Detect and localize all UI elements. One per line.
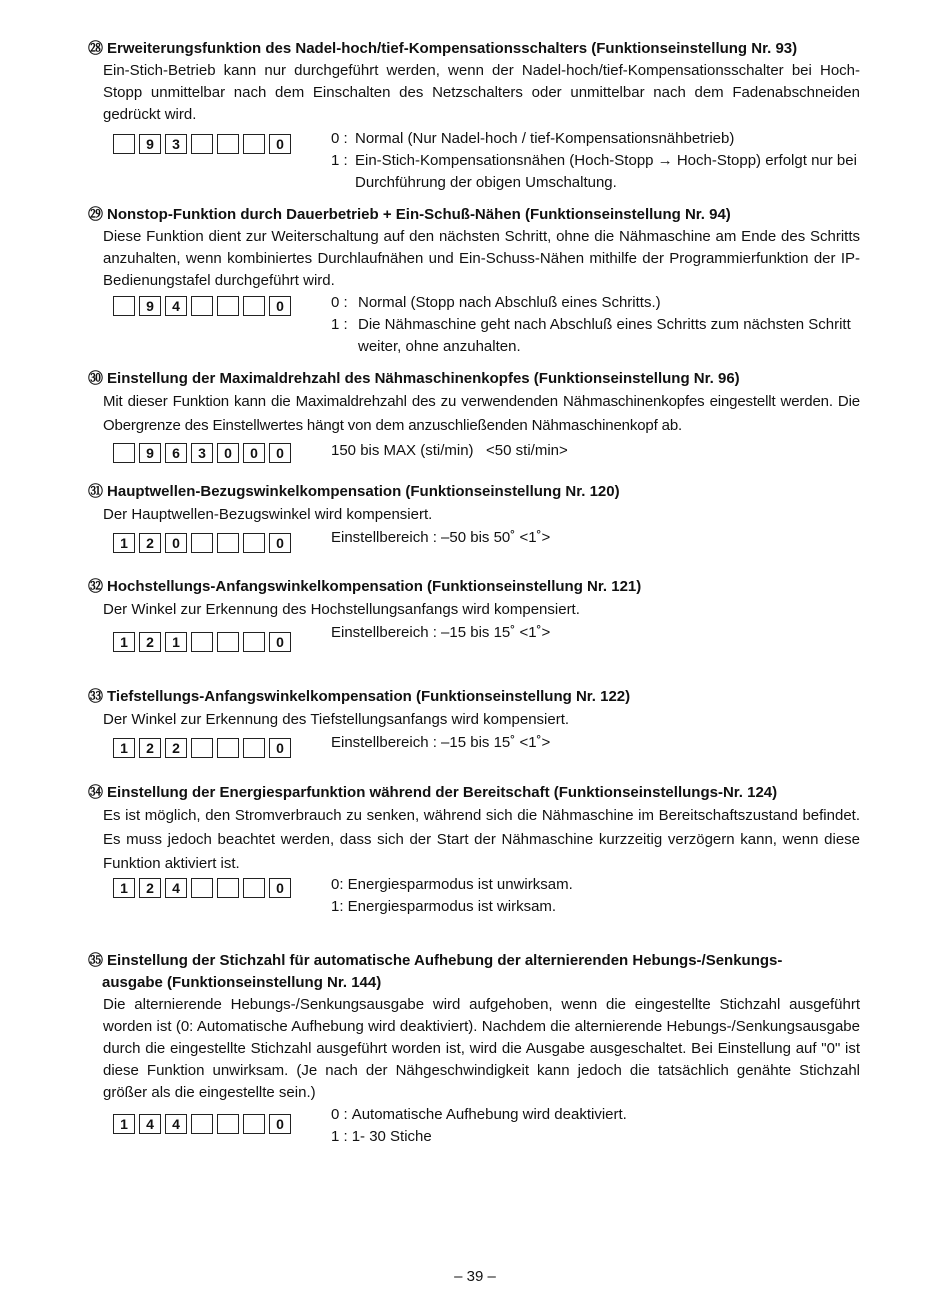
setting-box: 3 [191,443,213,463]
section-title: Einstellung der Energiesparfunktion während der Bereitschaft (Funktionseinstellungs-Nr. 124) [107,784,778,801]
section-heading [88,576,860,598]
setting-box [191,738,213,758]
setting-box: 1 [113,878,135,898]
setting-options [331,1104,861,1148]
section-function-122 [88,686,860,760]
setting-boxes [113,1114,295,1134]
section-heading [88,38,860,60]
setting-boxes [113,533,295,553]
setting-box [217,1114,239,1134]
setting-box [113,443,135,463]
section-body: Der Winkel zur Erkennung des Tiefstellungsanfangs wird kompensiert. [103,711,570,728]
setting-box: 9 [139,296,161,316]
setting-box: 0 [269,296,291,316]
setting-box [191,296,213,316]
setting-box: 0 [269,443,291,463]
setting-box: 6 [165,443,187,463]
setting-box [191,878,213,898]
setting-box [191,533,213,553]
setting-row [113,292,860,355]
option-item: 1: Energiesparmodus ist wirksam. [331,898,557,915]
setting-row [113,128,860,191]
setting-box: 0 [269,878,291,898]
setting-box: 0 [243,443,265,463]
setting-boxes [113,632,295,652]
section-body: Der Hauptwellen-Bezugswinkel wird kompensiert. [103,506,433,523]
setting-box: 3 [165,134,187,154]
section-function-144 [88,950,860,1154]
section-function-121 [88,576,860,650]
setting-options [331,440,861,462]
setting-box: 9 [139,443,161,463]
setting-row [113,1104,860,1154]
setting-row [113,438,860,466]
setting-box: 1 [113,632,135,652]
setting-box: 0 [269,1114,291,1134]
section-title: Tiefstellungs-Anfangswinkelkompensation (Funktionseinstellung Nr. 122) [107,688,631,705]
setting-options [331,732,861,754]
section-function-94 [88,204,860,355]
setting-box [191,632,213,652]
setting-box: 0 [269,738,291,758]
setting-box: 1 [113,738,135,758]
section-number: ㉟ [88,952,104,969]
setting-box: 4 [139,1114,161,1134]
section-title: Hochstellungs-Anfangswinkelkompensation (Funktionseinstellung Nr. 121) [107,578,642,595]
setting-box [191,134,213,154]
section-heading [88,782,860,804]
section-title: Erweiterungsfunktion des Nadel-hoch/tief-Kompensationsschalters (Funktionseinstellung Nr. 93) [107,40,798,57]
page-number: – 39 – [454,1268,496,1285]
setting-box: 2 [139,632,161,652]
setting-box [243,632,265,652]
option-item: 1 : Ein-Stich-Kompensationsnähen (Hoch-Stopp → Hoch-Stopp) erfolgt nur bei Durchführung der obigen Umschaltung. [331,152,857,191]
option-item: 0 : Automatische Aufhebung wird deaktiviert. [331,1106,627,1123]
setting-box [113,296,135,316]
setting-box: 0 [217,443,239,463]
setting-box [191,1114,213,1134]
setting-boxes [113,738,295,758]
setting-box [243,878,265,898]
setting-options [331,527,861,549]
section-function-120 [88,481,860,555]
section-function-124 [88,782,860,928]
setting-box: 4 [165,878,187,898]
option-item: 150 bis MAX (sti/min) <50 sti/min> [331,442,568,459]
option-item: Einstellbereich : –15 bis 15˚ <1˚> [331,624,551,641]
section-heading [88,481,860,503]
section-number: ㉜ [88,578,104,595]
setting-box: 2 [139,878,161,898]
setting-row [113,527,860,555]
option-item: 0: Energiesparmodus ist unwirksam. [331,876,573,893]
option-item: Einstellbereich : –15 bis 15˚ <1˚> [331,734,551,751]
setting-box [217,134,239,154]
section-body: Es ist möglich, den Stromverbrauch zu senken, während sich die Nähmaschine im Bereitschaftszustand befindet. Es muss jedoch beachtet werden, dass sich der Start der Nähmaschine kurzzeitig verzögern kann, wenn diese Funktion aktiviert ist. [103,807,860,872]
option-item: 0 : Normal (Nur Nadel-hoch / tief-Kompensationsnähbetrieb) [331,130,735,147]
setting-row [113,878,860,928]
option-item: Einstellbereich : –50 bis 50˚ <1˚> [331,529,551,546]
section-body: Diese Funktion dient zur Weiterschaltung auf den nächsten Schritt, ohne die Nähmaschine am Ende des Schritts anzuhalten, wenn kombiniertes Durchlaufnähen und Ein-Schuss-Nähen mithilfe der Programmierfunktion der IP-Bedienungstafel durchgeführt wird. [103,228,860,289]
section-title: Einstellung der Stichzahl für automatische Aufhebung der alternierenden Hebungs-/Senkungs- [107,952,783,969]
setting-box: 2 [139,738,161,758]
section-heading [88,950,860,994]
setting-box: 2 [165,738,187,758]
section-body: Die alternierende Hebungs-/Senkungsausgabe wird aufgehoben, wenn die eingestellte Stichzahl ausgeführt worden ist (0: Automatische Aufhebung wird deaktiviert). Nachdem die alternierende Hebungs-/Senkungsausgabe durch die eingestellte Stichzahl ausgeführt worden ist, wird die Ausgabe ausgeschaltet. Bei Einstellung auf "0" ist diese Funktion unwirksam. (Je nach der Nähgeschwindigkeit kann jedoch die tatsächlich genähte Stichzahl größer als die eingestellte sein.) [103,996,860,1101]
setting-box [113,134,135,154]
setting-box [243,296,265,316]
setting-boxes [113,134,295,154]
setting-boxes [113,878,295,898]
setting-row [113,732,860,760]
setting-box: 0 [269,134,291,154]
setting-box [217,632,239,652]
setting-box [243,1114,265,1134]
setting-box: 4 [165,1114,187,1134]
setting-box: 1 [113,1114,135,1134]
setting-boxes [113,443,295,463]
section-heading [88,204,860,226]
section-function-93 [88,38,860,191]
section-title-continued: ausgabe (Funktionseinstellung Nr. 144) [102,974,382,991]
section-title: Nonstop-Funktion durch Dauerbetrieb + Ein-Schuß-Nähen (Funktionseinstellung Nr. 94) [107,206,731,223]
setting-box [217,738,239,758]
setting-options [331,292,861,358]
setting-box [243,738,265,758]
section-heading [88,368,860,390]
setting-box: 2 [139,533,161,553]
setting-options [331,128,861,194]
setting-boxes [113,296,295,316]
setting-box: 0 [269,632,291,652]
setting-box: 0 [165,533,187,553]
setting-box [243,134,265,154]
section-title: Hauptwellen-Bezugswinkelkompensation (Funktionseinstellung Nr. 120) [107,483,620,500]
setting-box: 9 [139,134,161,154]
option-item: 1 : Die Nähmaschine geht nach Abschluß eines Schritts zum nächsten Schritt weiter, ohne anzuhalten. [331,316,851,355]
section-body: Mit dieser Funktion kann die Maximaldrehzahl des zu verwendenden Nähmaschinenkopfes eingestellt werden. Die Obergrenze des Einstellwertes hängt von dem anzuschließenden Nähmaschinenkopf ab. [103,393,860,434]
section-number: ㉝ [88,688,104,705]
section-number: ㉘ [88,40,104,57]
section-title: Einstellung der Maximaldrehzahl des Nähmaschinenkopfes (Funktionseinstellung Nr. 96) [107,370,740,387]
setting-box [217,878,239,898]
section-heading [88,686,860,708]
section-function-96 [88,368,860,466]
setting-box [243,533,265,553]
setting-box [217,533,239,553]
setting-options [331,622,861,644]
setting-row [113,622,860,650]
section-body: Ein-Stich-Betrieb kann nur durchgeführt werden, wenn der Nadel-hoch/tief-Kompensationsschalter bei Hoch-Stopp unmittelbar nach dem Einschalten des Netzschalters oder unmittelbar nach dem Fadenabschneiden gedrückt wird. [103,62,860,123]
option-item: 1 : 1- 30 Stiche [331,1128,432,1145]
setting-box: 4 [165,296,187,316]
setting-box [217,296,239,316]
setting-box: 0 [269,533,291,553]
section-number: ㉛ [88,483,104,500]
section-number: ㉞ [88,784,104,801]
option-item: 0 : Normal (Stopp nach Abschluß eines Schritts.) [331,294,661,311]
setting-options [331,874,861,918]
setting-box: 1 [165,632,187,652]
section-number: ㉚ [88,370,104,387]
setting-box: 1 [113,533,135,553]
section-body: Der Winkel zur Erkennung des Hochstellungsanfangs wird kompensiert. [103,601,580,618]
section-number: ㉙ [88,206,104,223]
